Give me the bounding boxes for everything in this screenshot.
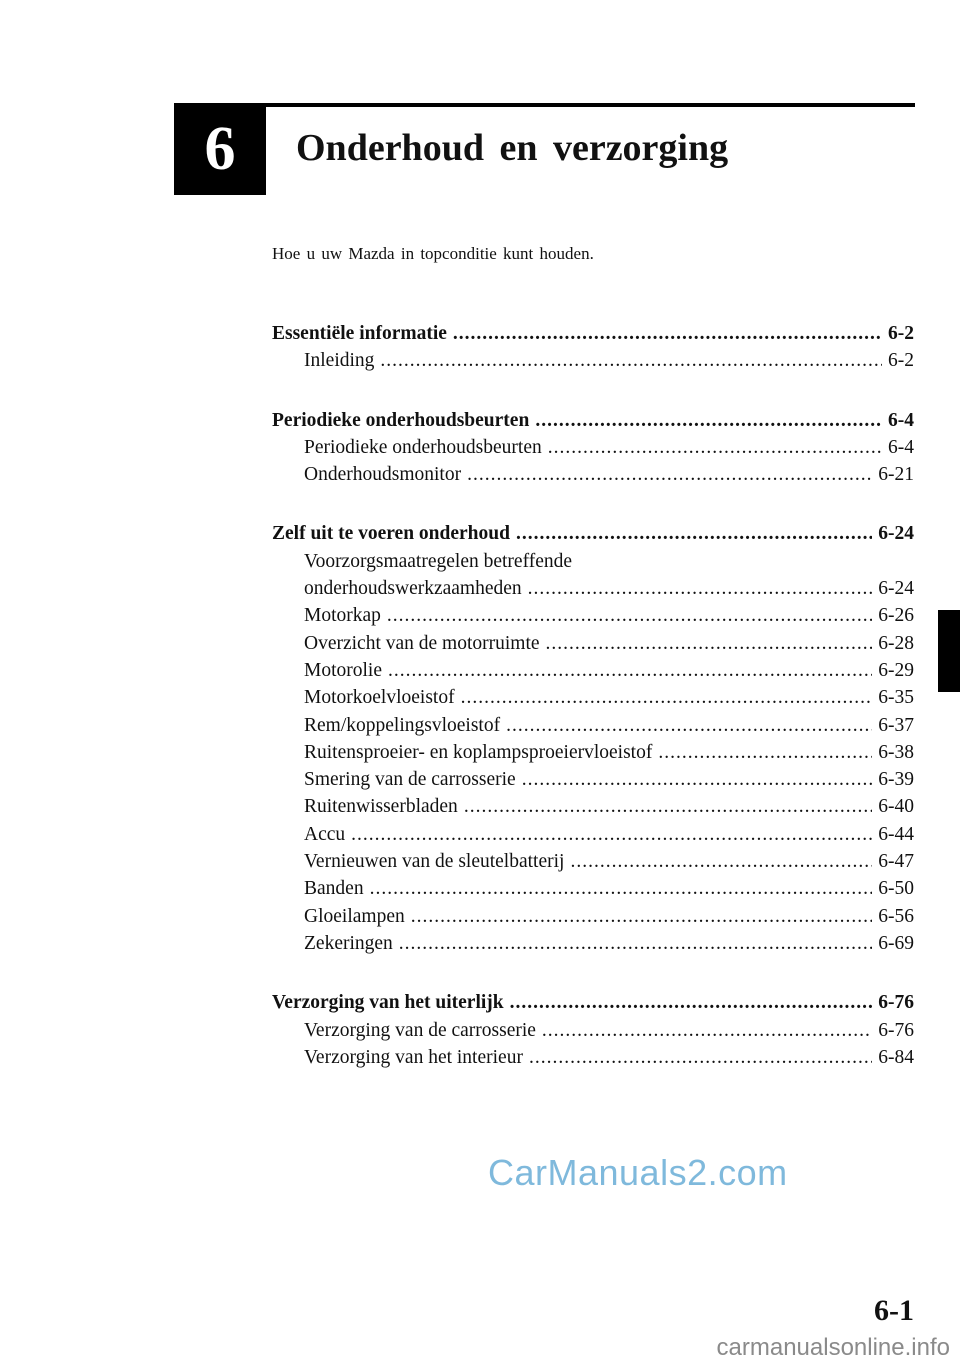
toc-entry-page: 6-44 [878,823,914,845]
dot-leader [529,1044,872,1071]
toc-entry[interactable] [272,602,914,629]
dot-leader [542,1017,872,1044]
dot-leader [388,657,872,684]
toc-entry[interactable] [272,739,914,766]
toc-entry-label: Motorolie [304,659,382,681]
toc-section-heading-page: 6-24 [878,523,914,545]
toc-section-heading-page: 6-2 [888,323,914,344]
toc-entry-page: 6-35 [878,687,914,709]
dot-leader [461,684,873,711]
toc-entry-label: Onderhoudsmonitor [304,464,462,486]
toc-entry-label: Overzicht van de motorruimte [304,632,540,654]
dot-leader [522,766,873,793]
dot-leader [528,575,873,602]
toc-entry-page: 6-2 [888,350,914,372]
dot-leader [370,875,873,902]
toc-entry-label: Verzorging van het interieur [304,1046,523,1068]
toc-section-heading-label: Zelf uit te voeren onderhoud [272,523,510,545]
toc-entry-page: 6-21 [878,464,914,486]
header-rule [174,103,915,107]
dot-leader [658,739,872,766]
toc-entry[interactable] [272,930,914,957]
toc-entry-page: 6-26 [878,605,914,627]
dot-leader [453,320,882,347]
chapter-intro: Hoe u uw Mazda in topconditie kunt houden. [272,244,594,263]
toc-entry-label: Periodieke onderhoudsbeurten [304,436,542,458]
toc-section-heading-label: Periodieke onderhoudsbeurten [272,409,530,431]
toc-entry-label: Verzorging van de carrosserie [304,1019,536,1041]
toc-section [272,407,914,489]
watermark-logo: CarManuals2.com [488,1152,788,1193]
dot-leader [510,989,873,1016]
toc-entry[interactable] [272,657,914,684]
dot-leader [570,848,872,875]
toc-entry-page: 6-84 [878,1046,914,1068]
toc-entry-page: 6-38 [878,741,914,763]
dot-leader [467,461,872,488]
toc-entry-label: Vernieuwen van de sleutelbatterij [304,851,565,873]
toc-entry[interactable] [272,1044,914,1071]
toc-section-heading-page: 6-76 [878,992,914,1014]
toc-entry[interactable] [272,766,914,793]
toc-entry[interactable] [272,712,914,739]
toc-section-heading-page: 6-4 [888,409,914,431]
toc-entry-label: Motorkoelvloeistof [304,687,455,709]
toc-entry[interactable] [272,875,914,902]
toc-entry-page: 6-4 [888,436,914,458]
toc-entry-page: 6-40 [878,796,914,818]
toc-section-heading[interactable] [272,320,914,347]
toc-entry[interactable] [272,548,914,575]
toc-entry-page: 6-28 [878,632,914,654]
toc-entry-page: 6-24 [878,578,914,600]
toc-entry[interactable] [272,347,914,374]
dot-leader [464,793,872,820]
toc-entry-label: Ruitenwisserbladen [304,796,458,818]
toc-section-heading[interactable] [272,989,914,1016]
toc-entry[interactable] [272,903,914,930]
toc-section [272,989,914,1071]
toc-section-heading[interactable] [272,520,914,547]
dot-leader [387,602,872,629]
dot-leader [535,407,882,434]
toc-entry[interactable] [272,848,914,875]
toc-entry[interactable] [272,793,914,820]
toc-entry-page: 6-29 [878,659,914,681]
toc-entry-page: 6-56 [878,905,914,927]
toc-section-heading-label: Verzorging van het uiterlijk [272,992,504,1014]
toc-entry[interactable] [272,461,914,488]
dot-leader [546,630,873,657]
toc-section-heading[interactable] [272,407,914,434]
toc-entry-page: 6-50 [878,878,914,900]
dot-leader [399,930,872,957]
toc-entry-page: 6-76 [878,1019,914,1041]
chapter-title: Onderhoud en verzorging [296,127,729,169]
toc-entry-page: 6-37 [878,714,914,736]
table-of-contents [272,320,914,1103]
toc-entry[interactable] [272,575,914,602]
toc-entry-label: Gloeilampen [304,905,405,927]
dot-leader [411,903,873,930]
toc-entry-page: 6-69 [878,932,914,954]
toc-entry[interactable] [272,821,914,848]
toc-entry-label: Smering van de carrosserie [304,769,516,791]
toc-entry-label: Accu [304,823,346,845]
toc-entry-page: 6-39 [878,769,914,791]
toc-entry-label: Zekeringen [304,932,393,954]
chapter-side-tab [938,610,960,692]
toc-entry-label: Banden [304,878,364,900]
dot-leader [516,520,872,547]
toc-entry-label: Voorzorgsmaatregelen betreffende [304,550,573,572]
dot-leader [506,712,872,739]
page-number: 6-1 [874,1294,914,1327]
toc-entry-label: Inleiding [304,350,375,372]
toc-entry[interactable] [272,1017,914,1044]
toc-section [272,320,914,375]
toc-section [272,520,914,957]
toc-section-heading-label: Essentiële informatie [272,323,447,344]
toc-entry[interactable] [272,630,914,657]
toc-entry-label: Ruitensproeier- en koplampsproeiervloeistof [304,741,653,763]
footer-site-label: carmanualsonline.info [716,1334,950,1361]
dot-leader [548,434,882,461]
chapter-number-box: 6 [174,103,266,195]
dot-leader [380,347,882,374]
toc-entry-label: Motorkap [304,605,381,627]
toc-entry[interactable] [272,434,914,461]
toc-entry-label: onderhoudswerkzaamheden [304,578,522,600]
toc-entry-page: 6-47 [878,851,914,873]
toc-entry[interactable] [272,684,914,711]
dot-leader [351,821,872,848]
toc-entry-label: Rem/koppelingsvloeistof [304,714,501,736]
